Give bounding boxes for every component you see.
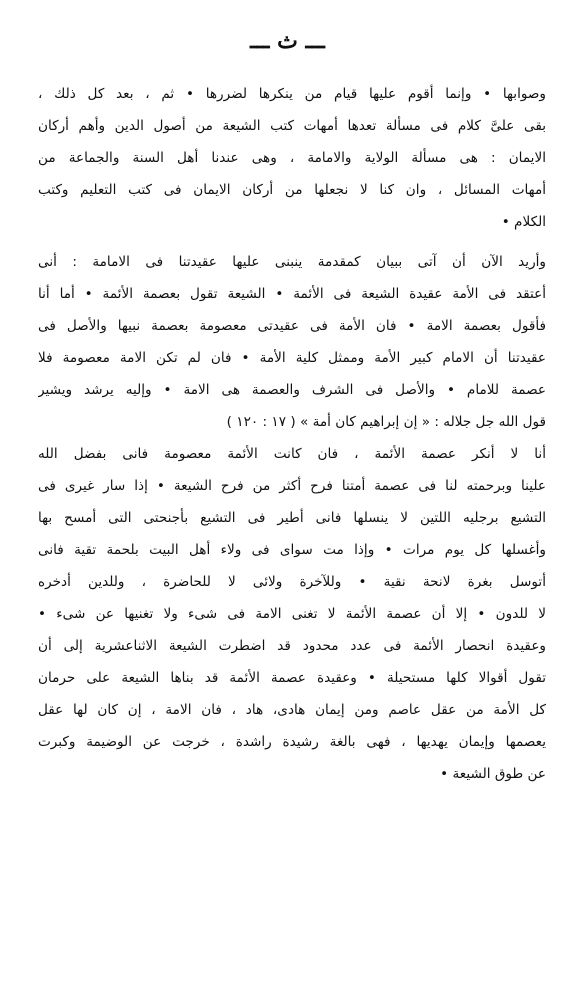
text-line: أعتقد فى الأمة عقيدة الشيعة فى الأئمة • الشيعة تقول بعصمة الأئمة • أما أنا	[38, 286, 546, 302]
text-line: قول الله جل جلاله : « إن إبراهيم كان أمة » ( ١٧ : ١٢٠ )	[226, 414, 546, 430]
paragraph-gap	[38, 238, 546, 246]
text-line: التشيع برجليه اللتين لا ينسلها فانى أطير فى التشيع بأجنحتى التى أمسح بها	[38, 510, 546, 526]
text-line: عن طوق الشيعة •	[440, 766, 546, 782]
text-line: عصمة للامام • والأصل فى الشرف والعصمة هى الامة • وإليه يرشد ويشير	[38, 382, 546, 398]
text-line: فأقول بعصمة الامة • فان الأمة فى عقيدتى معصومة بعصمة نبيها والأصل فى	[38, 318, 546, 334]
text-line: وعقيدة انحصار الأئمة فى عدد محدود قد اضطرت الشيعة الاثناعشرية إلى أن	[38, 638, 546, 654]
text-line: وأريد الآن أن آتى ببيان كمقدمة ينبنى عليها عقيدتنا فى الامامة : أنى	[38, 254, 546, 270]
text-line: وصوابها • وإنما أقوم عليها قيام من ينكرها لضررها • ثم ، بعد كل ذلك ،	[38, 86, 546, 102]
text-line: وأغسلها كل يوم مرات • وإذا مت سواى فى ولاء أهل البيت بلحمة تقية فانى	[38, 542, 546, 558]
text-line: عقيدتنا أن الامام كبير الأمة وممثل كلية الأمة • فان لم تكن الامة معصومة فلا	[38, 350, 546, 366]
body-text	[38, 78, 546, 790]
text-line: علينا وبرحمته لنا فى عصمة أمتنا فرح أكثر من فرح الشيعة • إذا سار غيرى فى	[38, 478, 546, 494]
text-line: يعصمها وإيمان يهديها ، فهى بالغة رشيدة راشدة ، خرجت عن الوضيمة وكبرت	[38, 734, 546, 750]
text-line: الكلام •	[501, 214, 546, 230]
text-line: بقى علىَّ كلام فى مسألة تعدها أمهات كتب الشيعة من أصول الدين وأهم أركان	[38, 118, 546, 134]
page-number-header: ـــ ث ـــ	[250, 28, 325, 54]
text-line: أتوسل بغرة لانحة نقية • وللآخرة ولائى لا للحاضرة ، وللدين أدخره	[38, 574, 546, 590]
text-line: أنا لا أنكر عصمة الأئمة ، فان كانت الأئمة معصومة فانى بفضل الله	[38, 446, 546, 462]
text-line: تقول أقوالا كلها مستحيلة • وعقيدة عصمة الأئمة قد بناها الشيعة على حرمان	[38, 670, 546, 686]
text-line: أمهات المسائل ، وان كنا لا نجعلها من أركان الايمان فى كتب التعليم وكتب	[38, 182, 546, 198]
text-line: كل الأمة من عقل عاصم ومن إيمان هادى، هاد ، فان الامة ، إن كان لها عقل	[38, 702, 546, 718]
text-line: لا للدون • إلا أن عصمة الأئمة لا تغنى الامة فى شىء ولا تغنيها عن شىء •	[38, 606, 546, 622]
text-line: الايمان : هى مسألة الولاية والامامة ، وهى عندنا أهل السنة والجماعة من	[38, 150, 546, 166]
